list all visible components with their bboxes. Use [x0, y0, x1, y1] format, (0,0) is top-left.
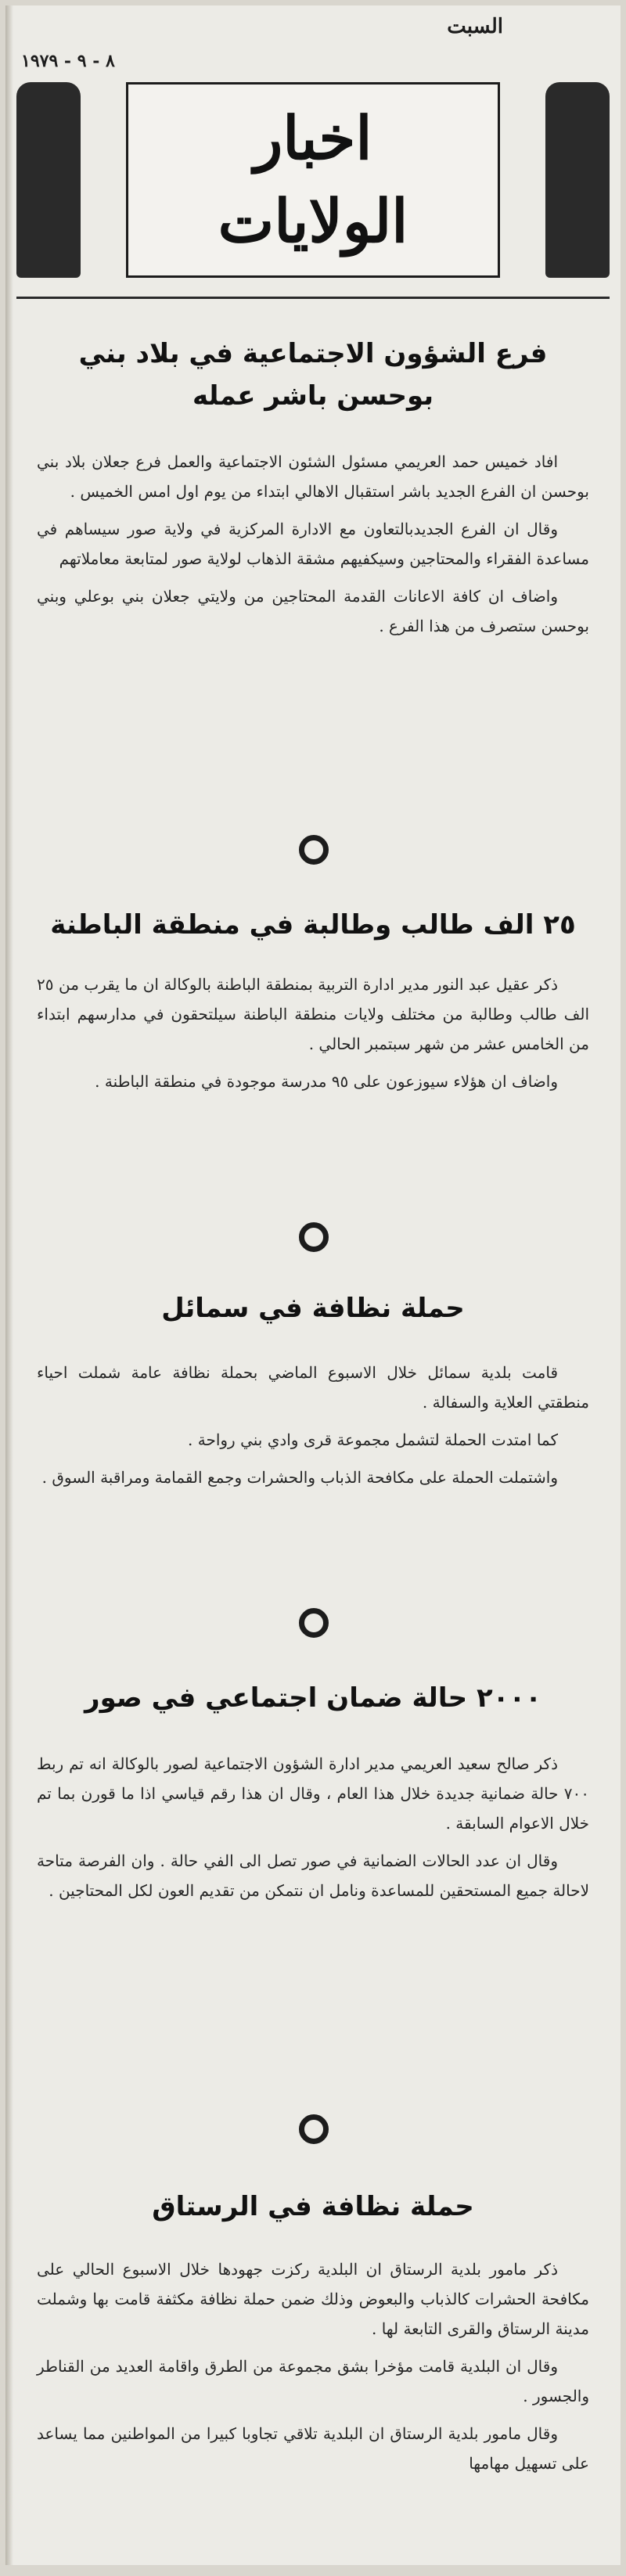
article-sur-social-security — [37, 1677, 589, 1913]
article-body — [37, 1749, 589, 1905]
masthead-left-block — [16, 82, 81, 278]
article-paragraph: ذكر صالح سعيد العريمي مدير ادارة الشؤون الاجتماعية لصور بالوكالة انه تم ربط ٧٠٠ حالة ضمانية جديدة خلال هذا العام ، وقال ان هذا رقم قياسي اذا ما قورن بما تم خلال الاعوام السابقة . — [37, 1754, 589, 1833]
article-paragraph: كما امتدت الحملة لتشمل مجموعة قرى وادي بني رواحة . — [188, 1430, 558, 1449]
section-masthead — [16, 82, 610, 286]
article-body — [37, 447, 589, 641]
article-body — [37, 970, 589, 1096]
dateline-date: ٨ - ٩ - ١٩٧٩ — [21, 51, 115, 71]
article-body — [37, 2254, 589, 2478]
article-rustaq-cleanup — [37, 2186, 589, 2486]
article-samail-cleanup — [37, 1287, 589, 1500]
article-paragraph: وقال مامور بلدية الرستاق ان البلدية تلاقي تجاوبا كبيرا من المواطنين مما يساعد على تسهيل مهامها — [37, 2424, 589, 2473]
article-paragraph: وقال ان الفرع الجديدبالتعاون مع الادارة المركزية في ولاية صور سيساهم في مساعدة الفقراء والمحتاجين وسيكفيهم مشقة الذهاب لولاية صور لمتابعة معاملاتهم — [37, 520, 589, 568]
article-headline: حملة نظافة في سمائل — [161, 1293, 465, 1324]
article-paragraph: واضاف ان كافة الاعانات القدمة المحتاجين من ولايتي جعلان بني بوعلي وبني بوحسن ستصرف من هذا الفرع . — [37, 587, 589, 635]
article-paragraph: وقال ان البلدية قامت مؤخرا بشق مجموعة من الطرق واقامة العديد من القناطر والجسور . — [37, 2357, 589, 2405]
masthead-right-block — [545, 82, 610, 278]
page-edge-shadow — [5, 5, 13, 2565]
separator-circle-icon — [299, 2114, 329, 2144]
article-social-affairs-branch — [37, 333, 589, 649]
masthead-divider — [16, 297, 610, 299]
article-paragraph: وقال ان عدد الحالات الضمانية في صور تصل الى الفي حالة . وان الفرصة متاحة لاحالة جميع المستحقين للمساعدة ونامل ان نتمكن من تقديم العون لكل المحتاجين . — [37, 1851, 589, 1900]
article-headline: ٢٥ الف طالب وطالبة في منطقة الباطنة — [50, 909, 576, 941]
article-headline: فرع الشؤون الاجتماعية في بلاد بني بوحسن باشر عمله — [78, 338, 548, 412]
masthead-title-box — [126, 82, 500, 278]
masthead-title-line2: الولايات — [218, 186, 408, 256]
masthead-title-line1: اخبار — [254, 103, 372, 173]
separator-circle-icon — [299, 1608, 329, 1638]
article-headline: ٢٠٠٠ حالة ضمان اجتماعي في صور — [85, 1682, 541, 1714]
article-paragraph: ذكر مامور بلدية الرستاق ان البلدية ركزت جهودها خلال الاسبوع الحالي على مكافحة الحشرات كالذباب والبعوض وذلك ضمن حملة نظافة مكثفة قامت بها وشملت مدينة الرستاق والقرى التابعة لها . — [37, 2260, 590, 2338]
article-paragraph: واشتملت الحملة على مكافحة الذباب والحشرات وجمع القمامة ومراقبة السوق . — [41, 1468, 558, 1487]
separator-circle-icon — [299, 1222, 329, 1252]
article-body — [37, 1358, 589, 1492]
separator-circle-icon — [299, 835, 329, 865]
newspaper-page — [5, 5, 621, 2565]
article-paragraph: ذكر عقيل عبد النور مدير ادارة التربية بمنطقة الباطنة بالوكالة ان ما يقرب من ٢٥ الف طالب وطالبة من مختلف ولايات منطقة الباطنة سيلتحقون في مدارسهم ابتداء من الخامس عشر من شهر سبتمبر الحالي . — [37, 975, 589, 1053]
article-batinah-students — [37, 904, 589, 1104]
dateline — [21, 12, 503, 71]
article-paragraph: افاد خميس حمد العريمي مسئول الشئون الاجتماعية والعمل فرع جعلان بلاد بني بوحسن ان الفرع الجديد باشر استقبال الاهالي ابتداء من يوم اول امس الخميس . — [37, 452, 589, 501]
article-headline: حملة نظافة في الرستاق — [152, 2191, 474, 2222]
dateline-day: السبت — [447, 15, 503, 38]
article-paragraph: واضاف ان هؤلاء سيوزعون على ٩٥ مدرسة موجودة في منطقة الباطنة . — [95, 1072, 558, 1091]
article-paragraph: قامت بلدية سمائل خلال الاسبوع الماضي بحملة نظافة عامة شملت احياء منطقتي العلاية والسفالة . — [37, 1363, 589, 1412]
